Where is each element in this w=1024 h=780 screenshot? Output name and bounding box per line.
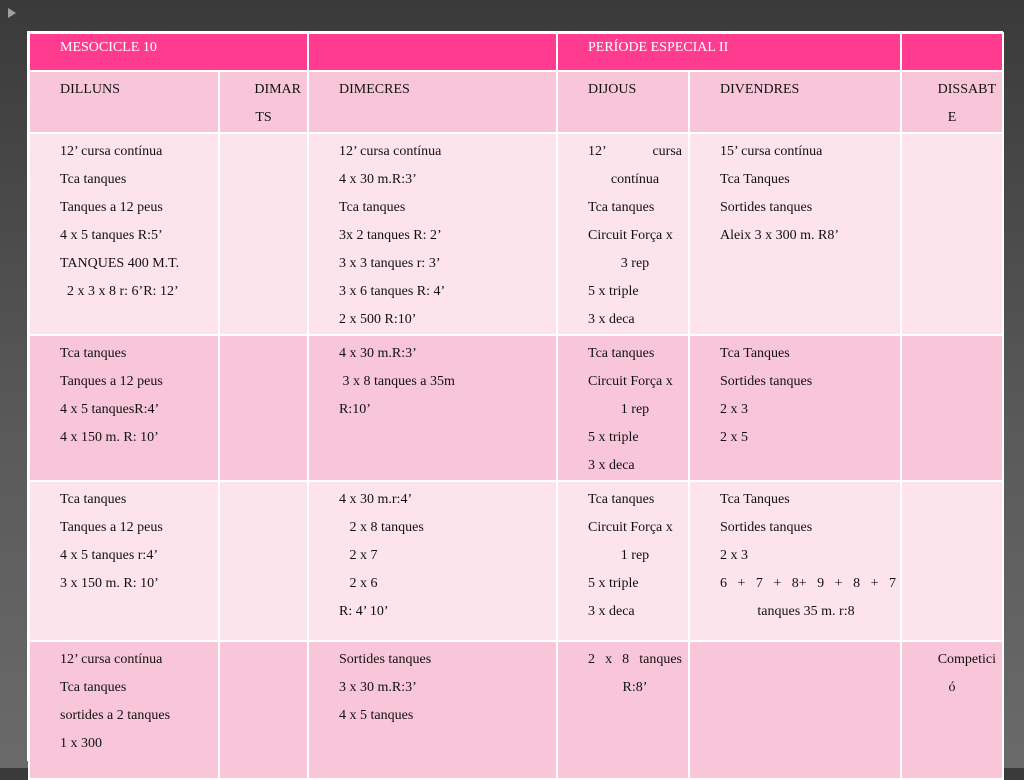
day-wednesday (308, 71, 557, 133)
week3-monday (29, 481, 219, 641)
day-monday (29, 71, 219, 133)
session-line: Competici (937, 652, 997, 667)
session-line: Tca tanques (588, 200, 655, 215)
day-label: DIJOUS (588, 82, 637, 97)
week1-wednesday (308, 133, 557, 335)
week3-friday (689, 481, 901, 641)
session-line: 4 x 30 m.R:3’ (339, 346, 417, 361)
session-line: 4 x 5 tanquesR:4’ (60, 402, 160, 417)
session-line: 4 x 30 m.R:3’ (339, 172, 417, 187)
week-row-3 (29, 481, 1003, 641)
week2-thursday (557, 335, 689, 481)
session-line: Tca tanques (339, 200, 406, 215)
session-line: 3 x 150 m. R: 10’ (60, 576, 159, 591)
week1-thursday (557, 133, 689, 335)
session-line: 3 x 6 tanques R: 4’ (339, 284, 446, 299)
session-line: Tca tanques (60, 346, 127, 361)
session-line: 3 x deca (588, 604, 635, 619)
week3-saturday (901, 481, 1003, 641)
week1-friday (689, 133, 901, 335)
week-row-4 (29, 641, 1003, 779)
session-line: 2 x 6 (339, 576, 378, 591)
session-line: 5 x triple (588, 284, 639, 299)
week2-monday (29, 335, 219, 481)
session-line: 3 rep (620, 256, 650, 271)
day-label: DISSABT (937, 82, 997, 97)
day-friday (689, 71, 901, 133)
session-line: Aleix 3 x 300 m. R8’ (720, 228, 839, 243)
session-line: Sortides tanques (720, 520, 813, 535)
header-empty-cell (308, 33, 557, 71)
session-line: R:8’ (622, 680, 648, 695)
week-row-1 (29, 133, 1003, 335)
session-line: Tca tanques (588, 492, 655, 507)
session-line: 12’ cursa contínua (339, 144, 442, 159)
session-line: Tca Tanques (720, 172, 790, 187)
session-line: 2 x 8 tanques (588, 652, 682, 667)
week1-saturday (901, 133, 1003, 335)
session-line: 4 x 5 tanques r:4’ (60, 548, 158, 563)
session-line: R:10’ (339, 402, 371, 417)
session-line: 3x 2 tanques R: 2’ (339, 228, 442, 243)
session-line: Sortides tanques (720, 374, 813, 389)
session-line: 5 x triple (588, 430, 639, 445)
week4-thursday (557, 641, 689, 779)
session-line: Tca tanques (60, 172, 127, 187)
training-plan-table (28, 32, 1004, 780)
session-line: 12’ cursa (588, 144, 682, 159)
week2-saturday (901, 335, 1003, 481)
week4-monday (29, 641, 219, 779)
session-line: Tca tanques (60, 680, 127, 695)
session-line: 5 x triple (588, 576, 639, 591)
session-line: Circuit Força x (588, 520, 673, 535)
session-line: Tanques a 12 peus (60, 520, 163, 535)
day-label: DILLUNS (60, 82, 120, 97)
session-line: 4 x 150 m. R: 10’ (60, 430, 159, 445)
week2-wednesday (308, 335, 557, 481)
session-line: Tanques a 12 peus (60, 200, 163, 215)
day-label: DIMAR (254, 82, 301, 97)
session-line: contínua (610, 172, 660, 187)
session-line: 3 x 8 tanques a 35m (339, 374, 455, 389)
week3-tuesday (219, 481, 308, 641)
session-line: Sortides tanques (720, 200, 813, 215)
mesocycle-cell (29, 33, 308, 71)
week4-wednesday (308, 641, 557, 779)
session-line: Tca Tanques (720, 346, 790, 361)
session-line: 1 x 300 (60, 736, 102, 751)
session-line: 3 x 30 m.R:3’ (339, 680, 417, 695)
session-line: 6 + 7 + 8+ 9 + 8 + 7 (720, 576, 896, 591)
session-line: ó (948, 680, 956, 695)
session-line: 2 x 3 x 8 r: 6’R: 12’ (60, 284, 179, 299)
session-line: 2 x 3 (720, 548, 748, 563)
session-line: Sortides tanques (339, 652, 432, 667)
week4-tuesday (219, 641, 308, 779)
session-line: Circuit Força x (588, 374, 673, 389)
session-line: 2 x 7 (339, 548, 378, 563)
period-title: PERÍODE ESPECIAL II (588, 40, 729, 55)
session-line: 12’ cursa contínua (60, 144, 163, 159)
session-line: Tca Tanques (720, 492, 790, 507)
header-row (29, 33, 1003, 71)
session-line: 2 x 3 (720, 402, 748, 417)
session-line: Tca tanques (588, 346, 655, 361)
session-line: 2 x 5 (720, 430, 748, 445)
session-line: 1 rep (620, 548, 650, 563)
session-line: 3 x deca (588, 312, 635, 327)
week4-saturday (901, 641, 1003, 779)
session-line: 4 x 5 tanques (339, 708, 414, 723)
session-line: TANQUES 400 M.T. (60, 256, 180, 271)
week1-monday (29, 133, 219, 335)
session-line: 4 x 5 tanques R:5’ (60, 228, 163, 243)
day-label: DIVENDRES (720, 82, 800, 97)
week3-thursday (557, 481, 689, 641)
week-row-2 (29, 335, 1003, 481)
session-line: 12’ cursa contínua (60, 652, 163, 667)
session-line: Circuit Força x (588, 228, 673, 243)
session-line: R: 4’ 10’ (339, 604, 389, 619)
session-line: 3 x deca (588, 458, 635, 473)
day-label: E (947, 110, 957, 125)
slide-bullet-icon (8, 8, 16, 18)
week3-wednesday (308, 481, 557, 641)
session-line: tanques 35 m. r:8 (757, 604, 855, 619)
session-line: 2 x 8 tanques (339, 520, 424, 535)
day-label: TS (255, 110, 272, 125)
period-cell (557, 33, 901, 71)
day-tuesday (219, 71, 308, 133)
session-line: sortides a 2 tanques (60, 708, 171, 723)
week2-friday (689, 335, 901, 481)
session-line: 15’ cursa contínua (720, 144, 823, 159)
day-saturday (901, 71, 1003, 133)
session-line: 4 x 30 m.r:4’ (339, 492, 413, 507)
session-line: Tca tanques (60, 492, 127, 507)
mesocycle-title: MESOCICLE 10 (60, 40, 157, 55)
session-line: 1 rep (620, 402, 650, 417)
day-thursday (557, 71, 689, 133)
header-empty-cell (901, 33, 1003, 71)
day-label: DIMECRES (339, 82, 410, 97)
week4-friday (689, 641, 901, 779)
session-line: Tanques a 12 peus (60, 374, 163, 389)
session-line: 2 x 500 R:10’ (339, 312, 417, 327)
session-line: 3 x 3 tanques r: 3’ (339, 256, 441, 271)
day-header-row (29, 71, 1003, 133)
week2-tuesday (219, 335, 308, 481)
week1-tuesday (219, 133, 308, 335)
